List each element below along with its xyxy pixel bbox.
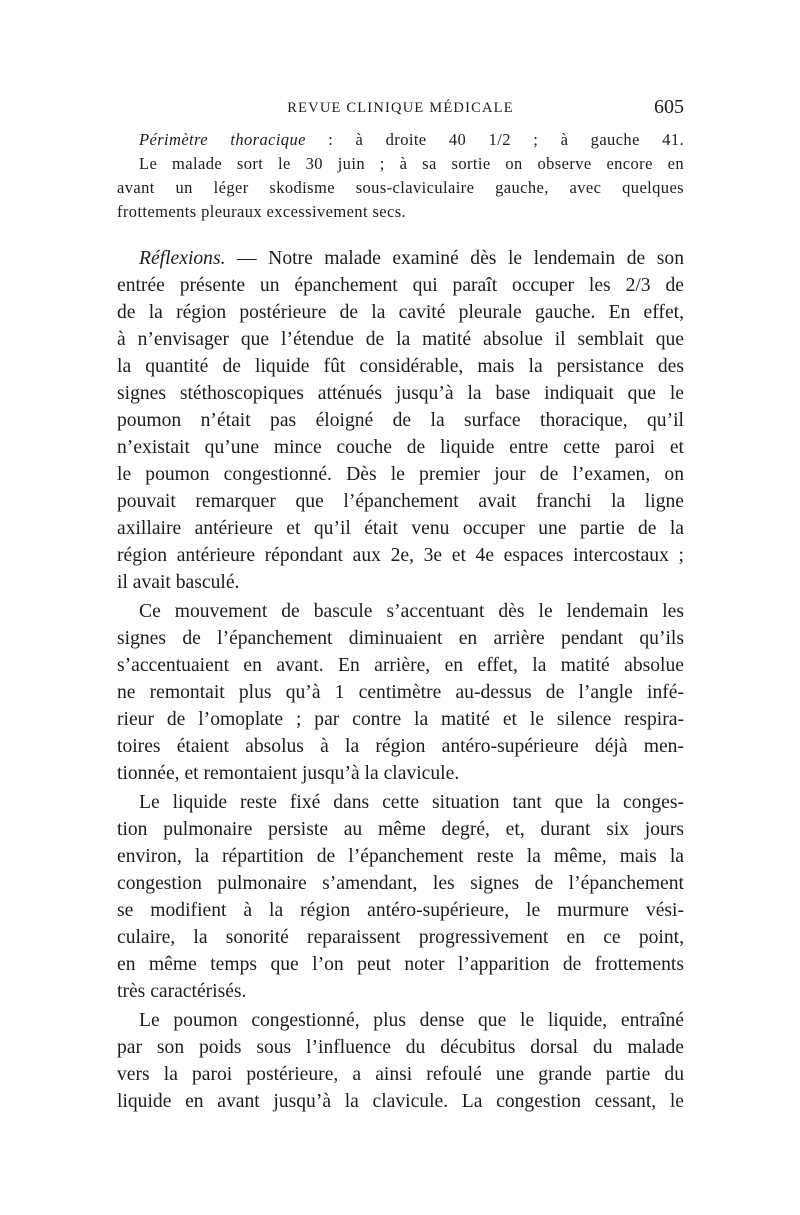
body-line: Le liquide reste fixé dans cette situation tant que la conges- [139, 792, 684, 813]
line-reflexions: Réflexions. — Notre malade examiné dès le lendemain de son [117, 245, 684, 272]
body-line: tion pulmonaire persiste au même degré, et, durant six jours [117, 819, 684, 840]
body-line: Le poumon congestionné, plus dense que le liquide, entraîné [139, 1010, 684, 1031]
body-line: signes stéthoscopiques atténués jusqu’à la base indiquait que le [117, 383, 684, 404]
body-line: le poumon congestionné. Dès le premier jour de l’examen, on [117, 464, 684, 485]
body-text [117, 128, 684, 1115]
page-header [117, 96, 684, 126]
body-line: axillaire antérieure et qu’il était venu occuper une partie de la [117, 518, 684, 539]
body-line: région antérieure répondant aux 2e, 3e et 4e espaces intercostaux ; [117, 545, 684, 566]
body-line: culaire, la sonorité reparaissent progressivement en ce point, [117, 927, 684, 948]
italic-lead-reflexions: Réflexions. [139, 248, 226, 269]
body-line: rieur de l’omoplate ; par contre la matité et le silence respira- [117, 709, 684, 730]
body-line: poumon n’était pas éloigné de la surface thoracique, qu’il [117, 410, 684, 431]
body-line: très caractérisés. [117, 981, 247, 1002]
body-line: environ, la répartition de l’épanchement reste la même, mais la [117, 846, 684, 867]
body-line: entrée présente un épanchement qui paraît occuper les 2/3 de [117, 275, 684, 296]
body-line: tionnée, et remontaient jusqu’à la clavicule. [117, 763, 460, 784]
running-head: REVUE CLINIQUE MÉDICALE [287, 100, 514, 116]
italic-lead-perimetre: Périmètre thoracique [139, 130, 306, 149]
body-line: liquide en avant jusqu’à la clavicule. La congestion cessant, le [117, 1091, 684, 1112]
body-line: avant un léger skodisme sous-claviculaire gauche, avec quelques [117, 178, 684, 197]
body-line: la quantité de liquide fût considérable, mais la persistance des [117, 356, 684, 377]
body-line: signes de l’épanchement diminuaient en arrière pendant qu’ils [117, 628, 684, 649]
body-line: toires étaient absolus à la région antéro-supérieure déjà men- [117, 736, 684, 757]
body-line: Le malade sort le 30 juin ; à sa sortie on observe encore en [139, 154, 684, 173]
body-line: à n’envisager que l’étendue de la matité absolue il semblait que [117, 329, 684, 350]
body-line: frottements pleuraux excessivement secs. [117, 202, 407, 221]
body-line: pouvait remarquer que l’épanchement avait franchi la ligne [117, 491, 684, 512]
body-line: s’accentuaient en avant. En arrière, en effet, la matité absolue [117, 655, 684, 676]
page-number: 605 [654, 96, 684, 118]
body-line: se modifient à la région antéro-supérieure, le murmure vési- [117, 900, 684, 921]
line-perimetre: Périmètre thoracique : à droite 40 1/2 ; à gauche 41. [117, 128, 684, 152]
body-line: par son poids sous l’influence du décubitus dorsal du malade [117, 1037, 684, 1058]
body-line: de la région postérieure de la cavité pleurale gauche. En effet, [117, 302, 684, 323]
body-line: congestion pulmonaire s’amendant, les signes de l’épanchement [117, 873, 684, 894]
body-line: il avait basculé. [117, 572, 240, 593]
body-line: n’existait qu’une mince couche de liquide entre cette paroi et [117, 437, 684, 458]
body-line: ne remontait plus qu’à 1 centimètre au-dessus de l’angle infé- [117, 682, 684, 703]
body-line: vers la paroi postérieure, a ainsi refoulé une grande partie du [117, 1064, 684, 1085]
paragraph-gap [117, 224, 684, 245]
body-line: Ce mouvement de bascule s’accentuant dès le lendemain les [139, 601, 684, 622]
body-line: en même temps que l’on peut noter l’apparition de frottements [117, 954, 684, 975]
